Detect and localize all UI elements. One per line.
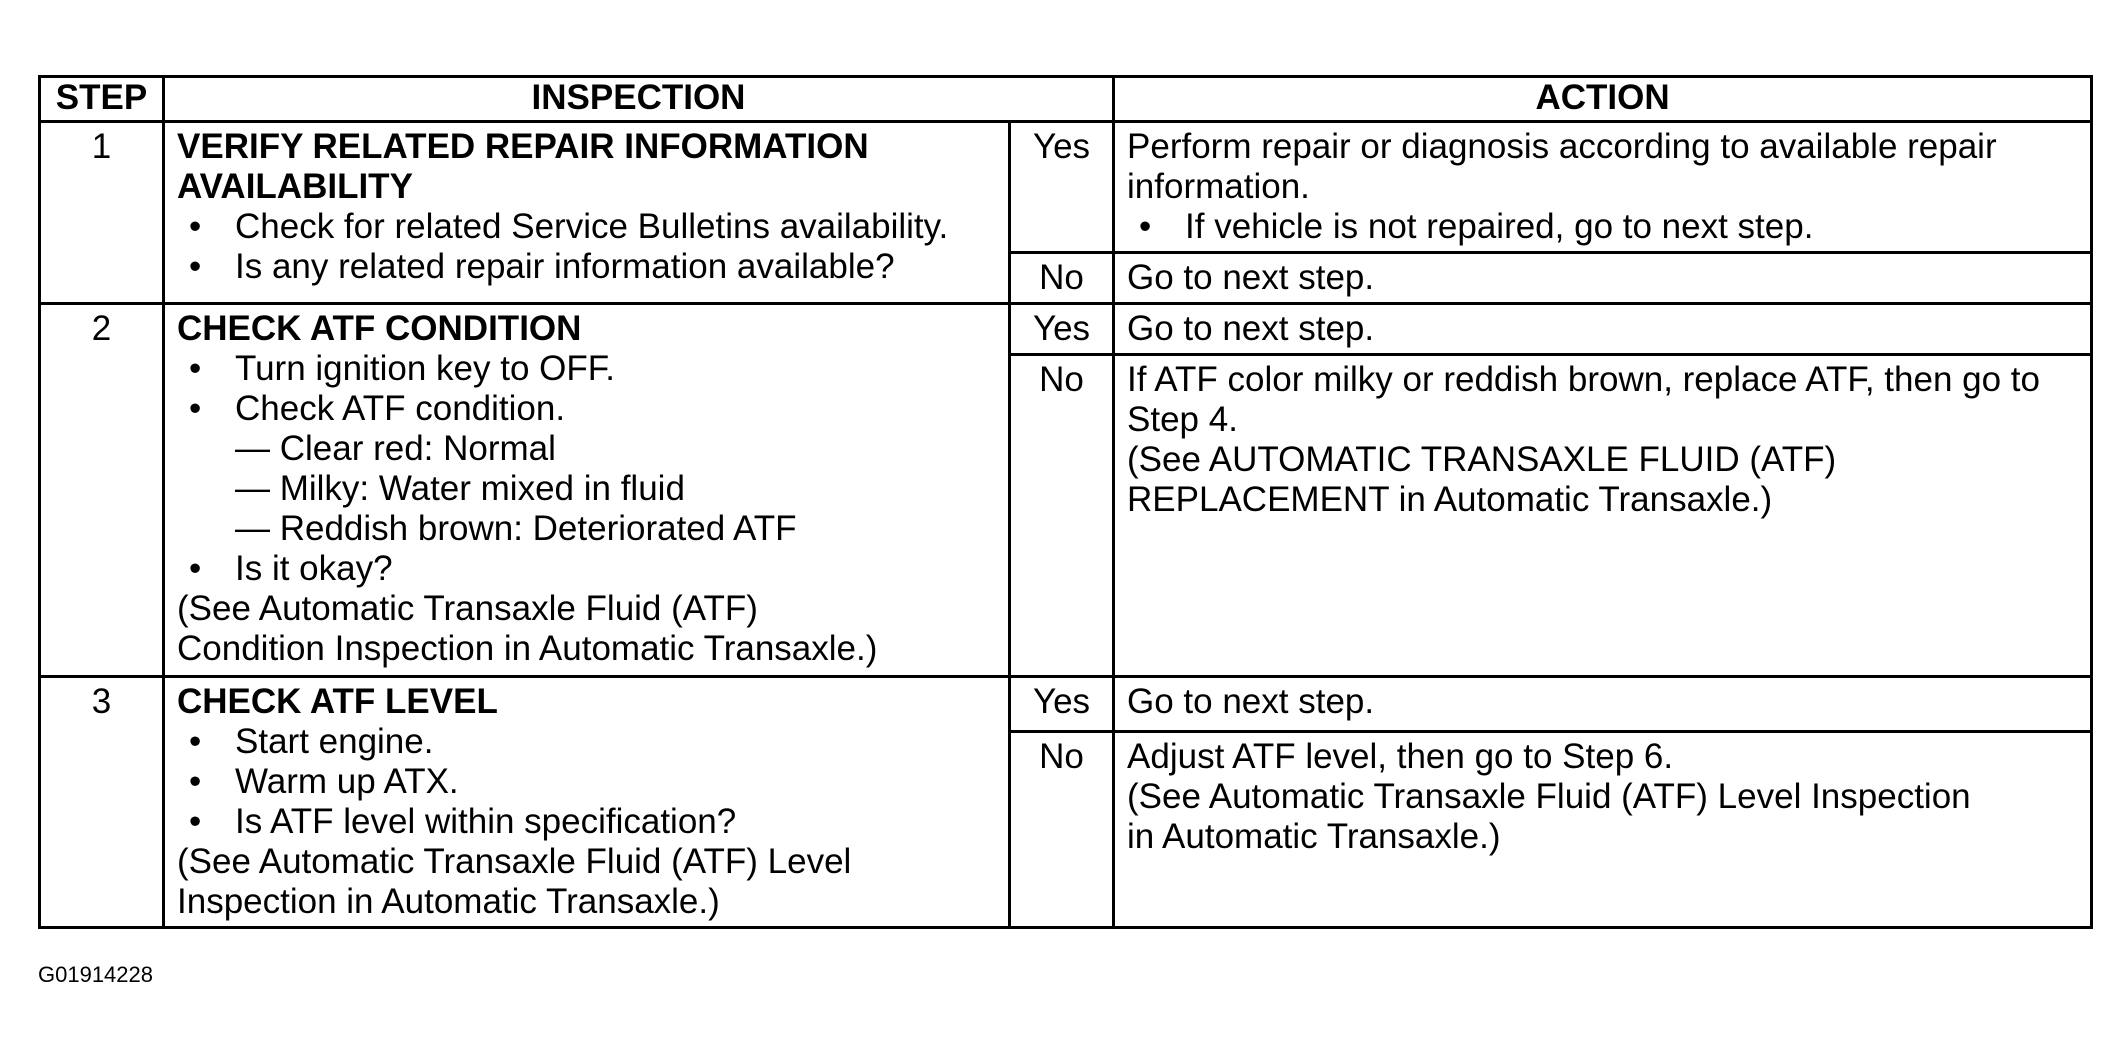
inspection-cell [164, 677, 1010, 928]
see-reference: Inspection in Automatic Transaxle.) [177, 882, 720, 921]
action-line: Adjust ATF level, then go to Step 6. [1127, 737, 1674, 777]
header-inspection: INSPECTION [164, 77, 1114, 122]
result-label: Yes [1010, 304, 1114, 355]
inspection-title: CHECK ATF CONDITION [177, 309, 582, 348]
action-line: Go to next step. [1127, 682, 1375, 721]
diagnostic-procedure-table [38, 75, 2093, 929]
action-line: Step 4. [1127, 400, 1238, 439]
inspection-cell [164, 122, 1010, 304]
see-reference: (See Automatic Transaxle Fluid (ATF) Level [177, 842, 852, 881]
action-line: If ATF color milky or reddish brown, replace ATF, then go to [1127, 360, 2040, 399]
table-body [40, 122, 2092, 928]
inspection-title: AVAILABILITY [177, 167, 413, 206]
inspection-sub-item: — Reddish brown: Deteriorated ATF [235, 509, 797, 548]
action-line: Perform repair or diagnosis according to available repair [1127, 127, 1997, 166]
inspection-title: CHECK ATF LEVEL [177, 682, 498, 721]
inspection-cell [164, 304, 1010, 677]
step-number: 3 [40, 677, 164, 928]
result-label: No [1010, 253, 1114, 304]
action-line: information. [1127, 167, 1310, 206]
action-cell [1114, 253, 2092, 304]
step-number: 1 [40, 122, 164, 304]
table-row [40, 304, 2092, 355]
see-reference: Condition Inspection in Automatic Transaxle.) [177, 629, 878, 668]
action-line: Go to next step. [1127, 258, 1375, 297]
inspection-bullet: • Start engine. [177, 722, 996, 762]
table-header-row [40, 77, 2092, 122]
action-line: (See AUTOMATIC TRANSAXLE FLUID (ATF) [1127, 440, 1837, 479]
inspection-bullet: • Is any related repair information available? [177, 247, 996, 287]
action-bullets [1127, 207, 2078, 247]
result-label: No [1010, 732, 1114, 928]
inspection-bullet: • Is ATF level within specification? [177, 802, 996, 842]
inspection-bullet: • Warm up ATX. [177, 762, 996, 802]
inspection-title: VERIFY RELATED REPAIR INFORMATION [177, 127, 869, 166]
action-cell [1114, 304, 2092, 355]
inspection-bullets [177, 207, 996, 287]
action-cell [1114, 122, 2092, 253]
action-cell [1114, 355, 2092, 677]
inspection-bullets [177, 349, 996, 429]
header-step: STEP [40, 77, 164, 122]
action-line: (See Automatic Transaxle Fluid (ATF) Level Inspection [1127, 777, 1971, 817]
action-line: REPLACEMENT in Automatic Transaxle.) [1127, 480, 1773, 519]
inspection-bullets-after [177, 549, 996, 589]
inspection-bullets [177, 722, 996, 842]
header-action: ACTION [1114, 77, 2092, 122]
inspection-bullet: • Check for related Service Bulletins availability. [177, 207, 996, 247]
figure-id: G01914228 [38, 962, 153, 987]
action-cell [1114, 732, 2092, 928]
result-label: Yes [1010, 677, 1114, 732]
action-bullet: • If vehicle is not repaired, go to next step. [1127, 207, 2078, 247]
inspection-bullet: • Is it okay? [177, 549, 996, 589]
action-line: in Automatic Transaxle.) [1127, 817, 1501, 857]
action-line: Go to next step. [1127, 309, 1375, 348]
result-label: No [1010, 355, 1114, 677]
inspection-bullet: • Turn ignition key to OFF. [177, 349, 996, 389]
see-reference: (See Automatic Transaxle Fluid (ATF) [177, 589, 758, 628]
table-row [40, 122, 2092, 253]
inspection-sub-item: — Milky: Water mixed in fluid [235, 469, 685, 508]
inspection-bullet: • Check ATF condition. [177, 389, 996, 429]
action-cell [1114, 677, 2092, 732]
inspection-sub-item: — Clear red: Normal [235, 429, 556, 468]
table-row [40, 677, 2092, 732]
step-number: 2 [40, 304, 164, 677]
inspection-sub-items [177, 429, 996, 549]
result-label: Yes [1010, 122, 1114, 253]
